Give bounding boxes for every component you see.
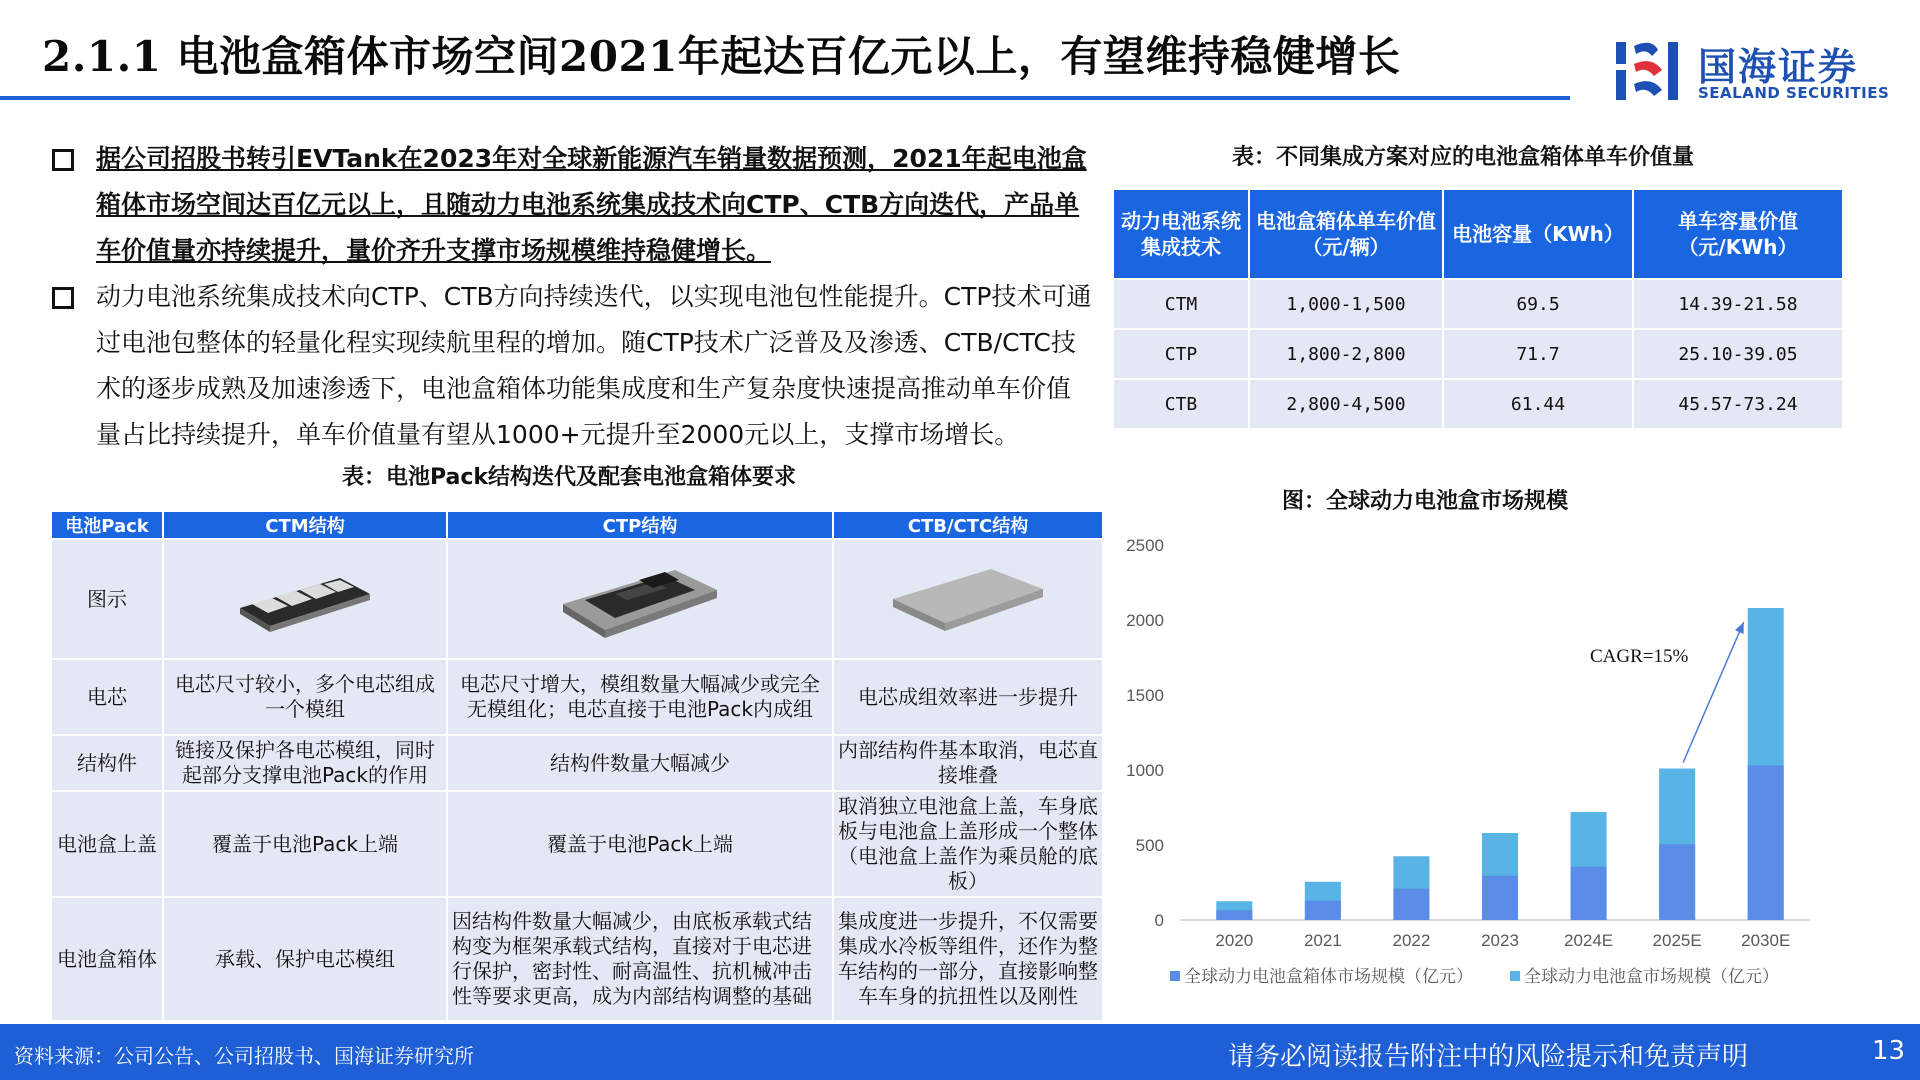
table-row	[1113, 279, 1843, 329]
y-tick-label: 0	[1154, 911, 1164, 930]
row-label: 电池盒上盖	[51, 791, 163, 897]
table-row	[51, 539, 1103, 659]
table-cell: 链接及保护各电芯模组，同时起部分支撑电池Pack的作用	[163, 735, 447, 791]
table-row	[51, 897, 1103, 1021]
ctp-battery-pack-image	[555, 550, 725, 642]
column-header: 电池Pack	[51, 511, 163, 539]
column-header: 单车容量价值（元/KWh）	[1633, 189, 1843, 279]
bar-box-market	[1216, 910, 1252, 920]
bar-box-market	[1482, 876, 1518, 920]
column-header: CTP结构	[447, 511, 833, 539]
table-cell: CTP	[1113, 329, 1249, 379]
logo-chinese-name: 国海证券	[1698, 45, 1859, 89]
ctm-battery-pack-image	[230, 556, 380, 636]
bullet-list	[52, 136, 1092, 458]
column-header: CTM结构	[163, 511, 447, 539]
table-cell: 承载、保护电芯模组	[163, 897, 447, 1021]
table-row	[51, 791, 1103, 897]
y-tick-label: 2000	[1126, 611, 1164, 630]
bullet-item	[52, 136, 1092, 274]
ctb-battery-pack-image	[883, 551, 1053, 641]
table-cell: 1,000-1,500	[1249, 279, 1443, 329]
row-label: 电芯	[51, 659, 163, 735]
table-cell: 结构件数量大幅减少	[447, 735, 833, 791]
footer-bar	[0, 1024, 1920, 1080]
table-cell: 取消独立电池盒上盖，车身底板与电池盒上盖形成一个整体（电池盒上盖作为乘员舱的底板）	[833, 791, 1103, 897]
x-tick-label: 2021	[1303, 931, 1342, 950]
ctp-diagram	[447, 539, 833, 659]
footer-disclaimer[interactable]: 请务必阅读报告附注中的风险提示和免责声明	[1228, 1042, 1749, 1072]
y-tick-label: 500	[1135, 836, 1164, 855]
chart-caption: 图：全球动力电池盒市场规模	[1282, 489, 1569, 514]
table-cell: 71.7	[1443, 329, 1633, 379]
y-tick-label: 1500	[1126, 686, 1164, 705]
table-cell: 2,800-4,500	[1249, 379, 1443, 429]
column-header: 电池盒箱体单车价值（元/辆）	[1249, 189, 1443, 279]
pack-table-caption: 表：电池Pack结构迭代及配套电池盒箱体要求	[342, 465, 797, 490]
pack-structure-table	[50, 510, 1104, 1022]
bullet-text: 动力电池系统集成技术向CTP、CTB方向持续迭代，以实现电池包性能提升。CTP技术可通过电池包整体的轻量化程实现续航里程的增加。随CTP技术广泛普及及渗透、CTB/CTC技术的逐步成熟及加速渗透下，电池盒箱体功能集成度和生产复杂度快速提高推动单车价值量占比持续提升，单车价值量有望从1000+元提升至2000元以上，支撑市场增长。	[96, 282, 1092, 449]
x-tick-label: 2022	[1392, 931, 1431, 950]
y-tick-label: 1000	[1126, 761, 1164, 780]
table-cell: 电芯尺寸增大，模组数量大幅减少或完全无模组化；电芯直接于电池Pack内成组	[447, 659, 833, 735]
table-cell: 45.57-73.24	[1633, 379, 1843, 429]
sealand-logo-icon	[1612, 36, 1692, 106]
square-bullet-icon	[52, 287, 74, 309]
x-tick-label: 2024E	[1563, 931, 1614, 950]
column-header: 电池容量（KWh）	[1443, 189, 1633, 279]
square-bullet-icon	[52, 149, 74, 171]
ctb-diagram	[833, 539, 1103, 659]
x-tick-label: 2020	[1215, 931, 1254, 950]
bar-box-market	[1748, 766, 1784, 921]
legend-label: 全球动力电池盒箱体市场规模（亿元）	[1184, 967, 1473, 987]
unit-value-table	[1112, 188, 1844, 430]
ctm-diagram	[163, 539, 447, 659]
table-cell: 因结构件数量大幅减少，由底板承载式结构变为框架承载式结构，直接对于电芯进行保护，密封性、耐高温性、抗机械冲击性等要求更高，成为内部结构调整的基础	[447, 897, 833, 1021]
title-underline	[0, 96, 1570, 100]
table-cell: 集成度进一步提升，不仅需要集成水冷板等组件，还作为整车结构的一部分，直接影响整车车身的抗扭性以及刚性	[833, 897, 1103, 1021]
table-row	[1113, 379, 1843, 429]
x-tick-label: 2030E	[1741, 931, 1791, 950]
legend-swatch	[1170, 971, 1180, 981]
table-cell: CTM	[1113, 279, 1249, 329]
footer-source: 资料来源：公司公告、公司招股书、国海证券研究所	[14, 1044, 474, 1068]
market-size-bar-chart	[1100, 520, 1900, 1010]
table-cell: 覆盖于电池Pack上端	[163, 791, 447, 897]
bar-box-market	[1659, 844, 1695, 920]
legend-swatch	[1510, 971, 1520, 981]
row-label: 结构件	[51, 735, 163, 791]
y-tick-label: 2500	[1126, 536, 1164, 555]
table-cell: 25.10-39.05	[1633, 329, 1843, 379]
column-header: 动力电池系统集成技术	[1113, 189, 1249, 279]
table-cell: 覆盖于电池Pack上端	[447, 791, 833, 897]
bar-box-market	[1571, 867, 1607, 920]
logo-english-name: SEALAND SECURITIES	[1698, 84, 1890, 102]
bar-box-market	[1305, 901, 1341, 921]
column-header: CTB/CTC结构	[833, 511, 1103, 539]
table-cell: CTB	[1113, 379, 1249, 429]
table-row	[51, 735, 1103, 791]
page-title: 2.1.1 电池盒箱体市场空间2021年起达百亿元以上，有望维持稳健增长	[42, 32, 1401, 81]
table-cell: 1,800-2,800	[1249, 329, 1443, 379]
table-header-row	[1113, 189, 1843, 279]
table-cell: 61.44	[1443, 379, 1633, 429]
x-tick-label: 2023	[1481, 931, 1519, 950]
bullet-item	[52, 274, 1092, 458]
table-cell: 电芯成组效率进一步提升	[833, 659, 1103, 735]
table-header-row	[51, 511, 1103, 539]
bar-box-market	[1393, 889, 1429, 921]
x-tick-label: 2025E	[1652, 931, 1702, 950]
value-table-caption: 表：不同集成方案对应的电池盒箱体单车价值量	[1232, 145, 1695, 170]
table-cell: 内部结构件基本取消，电芯直接堆叠	[833, 735, 1103, 791]
bullet-text: 据公司招股书转引EVTank在2023年对全球新能源汽车销量数据预测，2021年起电池盒箱体市场空间达百亿元以上，且随动力电池系统集成技术向CTP、CTB方向迭代，产品单车价值量亦持续提升，量价齐升支撑市场规模维持稳健增长。	[96, 144, 1087, 265]
cagr-arrow-line	[1683, 622, 1744, 763]
table-cell: 电芯尺寸较小，多个电芯组成一个模组	[163, 659, 447, 735]
company-logo	[1612, 36, 1890, 106]
table-row	[1113, 329, 1843, 379]
table-cell: 69.5	[1443, 279, 1633, 329]
table-cell: 14.39-21.58	[1633, 279, 1843, 329]
table-row	[51, 659, 1103, 735]
row-label: 图示	[51, 539, 163, 659]
legend-label: 全球动力电池盒市场规模（亿元）	[1524, 967, 1779, 987]
page-number: 13	[1872, 1036, 1906, 1066]
cagr-annotation: CAGR=15%	[1590, 646, 1689, 667]
row-label: 电池盒箱体	[51, 897, 163, 1021]
